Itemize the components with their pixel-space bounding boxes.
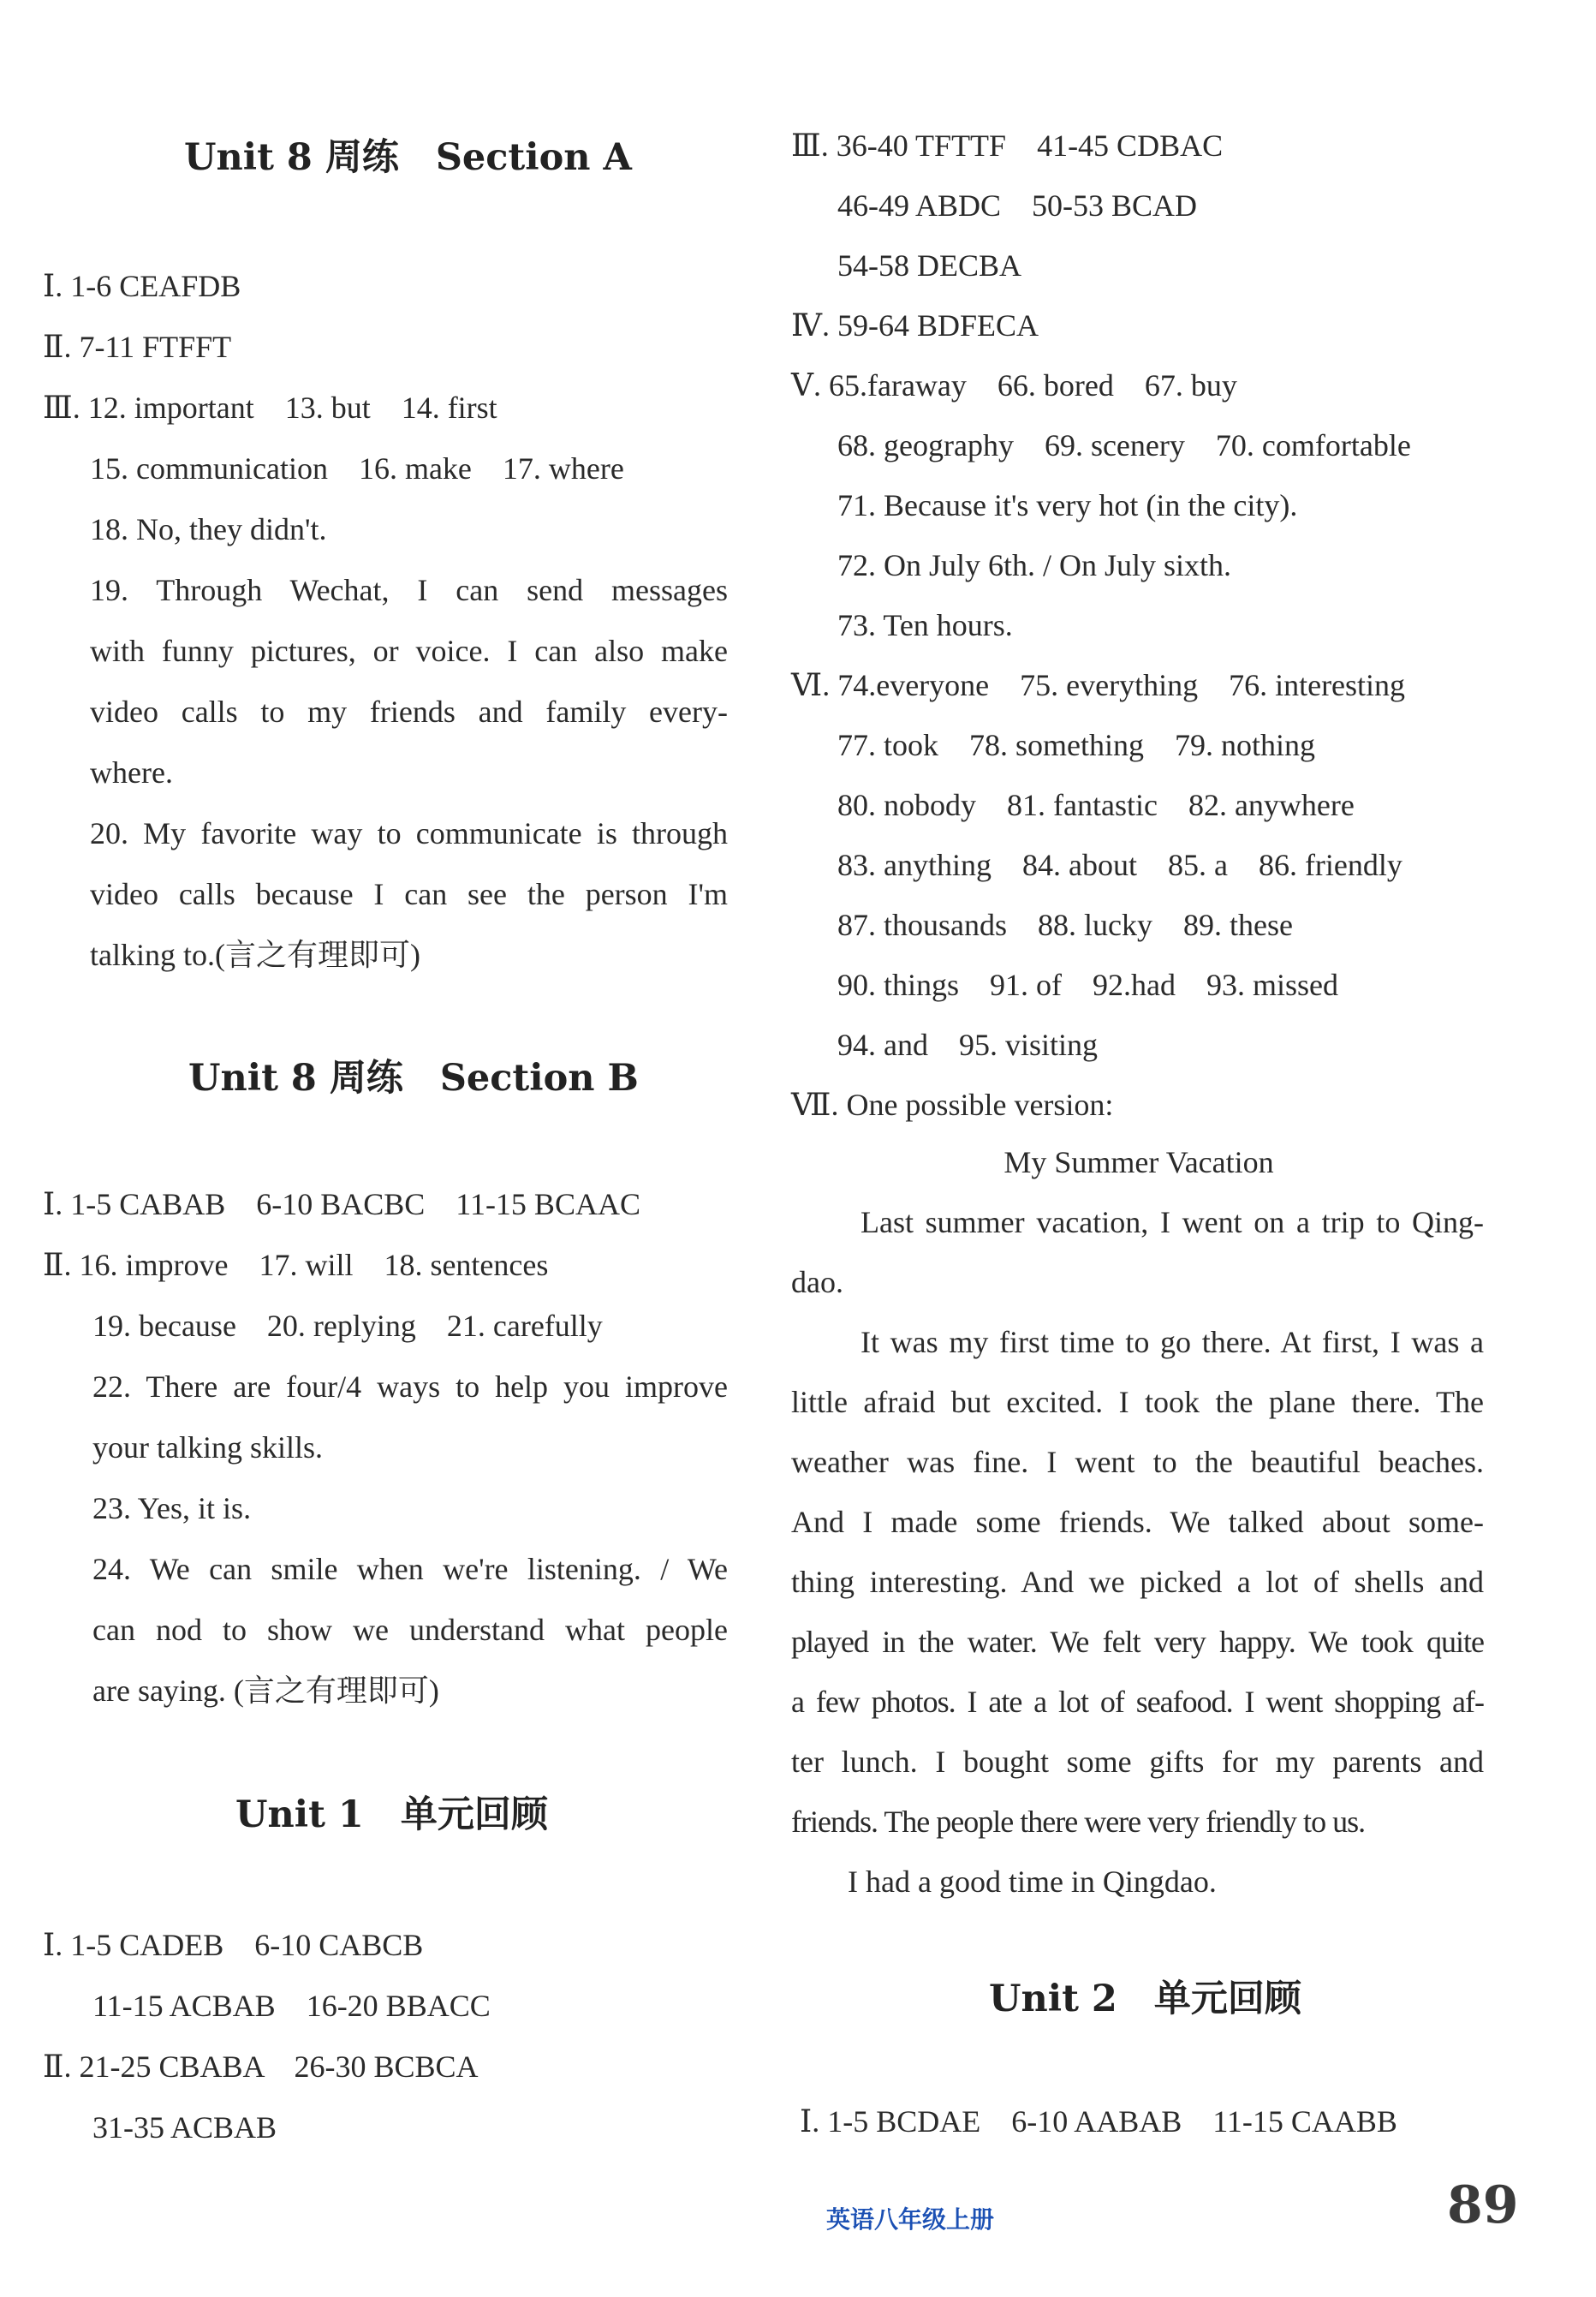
answer-line: Ⅱ. 21-25 CBABA 26-30 BCBCA	[43, 2049, 479, 2084]
answer-line: Ⅰ. 1-6 CEAFDB	[43, 269, 241, 303]
answer-line: 15. communication 16. make 17. where	[90, 451, 624, 486]
essay-line: friends. The people there were very friendly to us.	[791, 1805, 1366, 1839]
essay-line: weather was fine. I went to the beautiful beaches.	[791, 1445, 1484, 1479]
answer-line: are saying. (言之有理即可)	[92, 1674, 439, 1708]
answer-line: 77. took 78. something 79. nothing	[837, 728, 1315, 762]
answer-line: Ⅴ. 65.faraway 66. bored 67. buy	[791, 368, 1237, 403]
answer-line: Ⅲ. 12. important 13. but 14. first	[43, 391, 497, 425]
answer-line: talking to.(言之有理即可)	[90, 938, 420, 972]
section-title-unit1-review: Unit 1 单元回顾	[235, 1793, 548, 1836]
essay-line: ter lunch. I bought some gifts for my parents and	[791, 1745, 1484, 1779]
answer-line: 71. Because it's very hot (in the city).	[837, 488, 1298, 522]
answer-line: 54-58 DECBA	[837, 248, 1021, 283]
answer-line: 19. because 20. replying 21. carefully	[92, 1309, 603, 1343]
essay-line: little afraid but excited. I took the plane there. The	[791, 1385, 1484, 1419]
answer-line: where.	[90, 755, 173, 790]
section-title-unit8-b: Unit 8 周练 Section B	[188, 1057, 639, 1100]
answer-line: 68. geography 69. scenery 70. comfortable	[837, 428, 1411, 462]
essay-line: It was my first time to go there. At first, I was a	[861, 1325, 1484, 1359]
footer-subject: 英语八年级上册	[826, 2205, 995, 2234]
answer-line: video calls because I can see the person I'm	[90, 877, 728, 911]
answer-line: 11-15 ACBAB 16-20 BBACC	[92, 1989, 491, 2023]
answer-line: 31-35 ACBAB	[92, 2110, 277, 2145]
answer-line: 46-49 ABDC 50-53 BCAD	[837, 188, 1198, 223]
answer-line: Ⅳ. 59-64 BDFECA	[791, 308, 1039, 343]
answer-line: your talking skills.	[92, 1430, 323, 1465]
answer-line: can nod to show we understand what people	[92, 1613, 728, 1647]
essay-line: a few photos. I ate a lot of seafood. I went shopping af-	[791, 1685, 1484, 1719]
answer-line: Ⅵ. 74.everyone 75. everything 76. interesting	[791, 668, 1406, 702]
essay-line: And I made some friends. We talked about some-	[791, 1505, 1484, 1539]
answer-line: Ⅱ. 16. improve 17. will 18. sentences	[43, 1248, 549, 1282]
essay-title: My Summer Vacation	[1003, 1145, 1274, 1179]
answer-line: Ⅲ. 36-40 TFTTF 41-45 CDBAC	[791, 128, 1224, 163]
answer-line: 90. things 91. of 92.had 93. missed	[837, 968, 1338, 1002]
answer-line: 87. thousands 88. lucky 89. these	[837, 908, 1293, 942]
answer-line: Ⅰ. 1-5 CADEB 6-10 CABCB	[43, 1928, 424, 1962]
answer-line: Ⅱ. 7-11 FTFFT	[43, 330, 232, 364]
answer-line: Ⅰ. 1-5 CABAB 6-10 BACBC 11-15 BCAAC	[43, 1187, 640, 1221]
essay-line: I had a good time in Qingdao.	[848, 1864, 1217, 1899]
page-number: 89	[1447, 2175, 1519, 2235]
answer-line: Ⅶ. One possible version:	[791, 1088, 1114, 1122]
answer-line: 20. My favorite way to communicate is through	[90, 816, 728, 850]
answer-line: 19. Through Wechat, I can send messages	[90, 573, 728, 607]
answer-line: 23. Yes, it is.	[92, 1491, 252, 1525]
essay-line: dao.	[791, 1265, 843, 1299]
section-title-unit2-review: Unit 2 单元回顾	[989, 1978, 1301, 2020]
answer-line: Ⅰ. 1-5 BCDAE 6-10 AABAB 11-15 CAABB	[800, 2104, 1397, 2139]
answer-line: 73. Ten hours.	[837, 608, 1013, 642]
answer-line: 18. No, they didn't.	[90, 512, 327, 546]
answer-line: 94. and 95. visiting	[837, 1028, 1098, 1062]
answer-line: 80. nobody 81. fantastic 82. anywhere	[837, 788, 1355, 822]
answer-line: 72. On July 6th. / On July sixth.	[837, 548, 1232, 582]
answer-line: 24. We can smile when we're listening. / We	[92, 1552, 728, 1586]
answer-line: video calls to my friends and family every-	[90, 695, 728, 729]
essay-line: Last summer vacation, I went on a trip to Qing-	[861, 1205, 1484, 1239]
essay-line: played in the water. We felt very happy. We took quite	[791, 1625, 1484, 1659]
answer-line: with funny pictures, or voice. I can also make	[90, 634, 728, 668]
answer-line: 83. anything 84. about 85. a 86. friendly	[837, 848, 1402, 882]
section-title-unit8-a: Unit 8 周练 Section A	[184, 136, 632, 179]
essay-line: thing interesting. And we picked a lot of shells and	[791, 1565, 1484, 1599]
answer-line: 22. There are four/4 ways to help you improve	[92, 1369, 728, 1404]
